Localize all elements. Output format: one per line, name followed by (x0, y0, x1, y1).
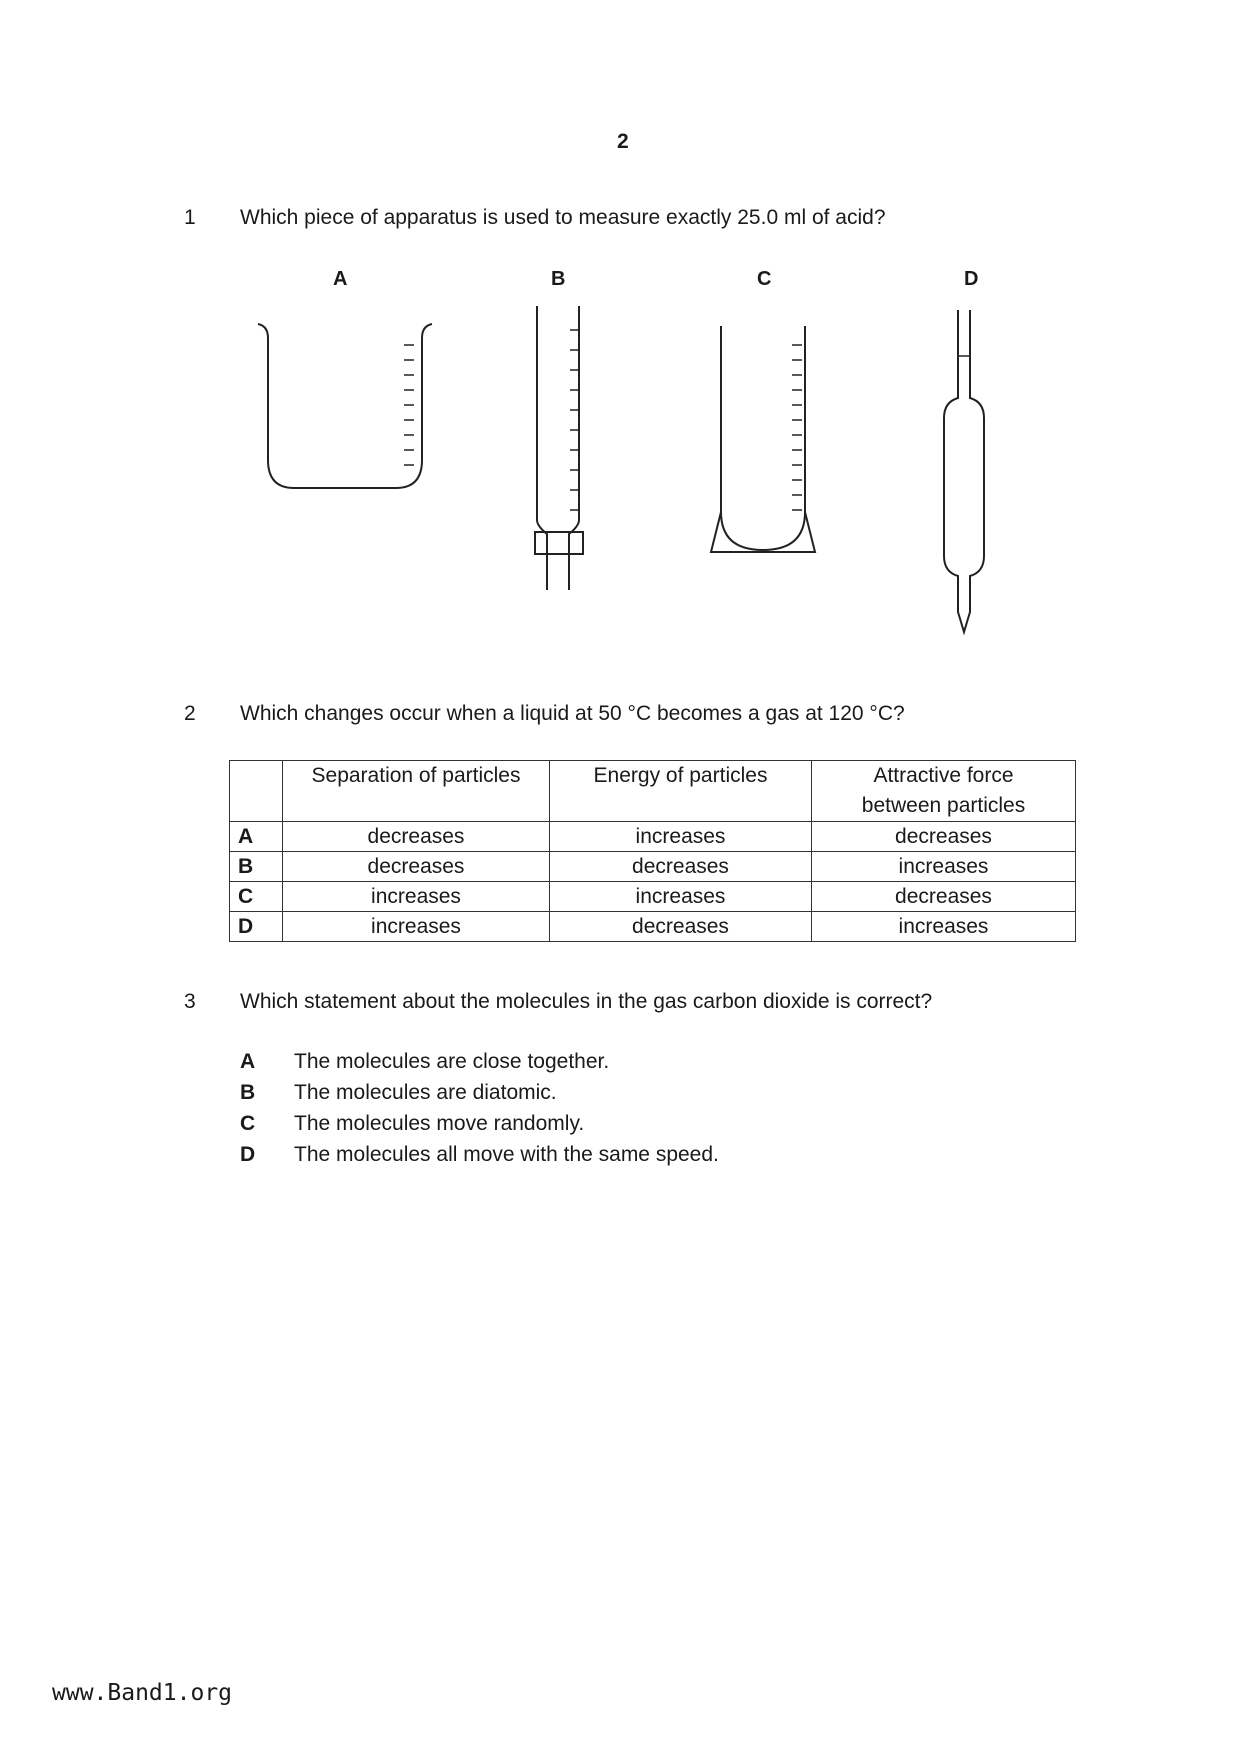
particles-table (229, 760, 1076, 942)
beaker-icon (258, 324, 432, 488)
table-cell: decreases (812, 882, 1076, 912)
table-row (230, 912, 1076, 942)
table-row (230, 822, 1076, 852)
table-header-row (230, 761, 1076, 822)
table-cell: increases (812, 912, 1076, 942)
question-2-number: 2 (184, 702, 196, 725)
option-label-d: D (240, 1143, 256, 1166)
question-1-text: Which piece of apparatus is used to measure exactly 25.0 ml of acid? (240, 206, 886, 229)
table-header: Separation of particles (283, 761, 550, 822)
table-header-blank (230, 761, 283, 822)
apparatus-label-b: B (551, 268, 566, 290)
option-label-a: A (240, 1050, 256, 1073)
option-label-b: B (240, 1081, 256, 1104)
option-text-a: The molecules are close together. (294, 1050, 610, 1073)
table-cell: increases (812, 852, 1076, 882)
apparatus-label-c: C (757, 268, 772, 290)
measuring-cylinder-icon (711, 326, 815, 552)
table-row (230, 882, 1076, 912)
row-label: D (230, 912, 283, 942)
table-cell: decreases (550, 852, 812, 882)
table-cell: decreases (812, 822, 1076, 852)
question-1-number: 1 (184, 206, 196, 229)
table-row (230, 852, 1076, 882)
row-label: A (230, 822, 283, 852)
question-3-number: 3 (184, 990, 196, 1013)
row-label: C (230, 882, 283, 912)
table-header: Energy of particles (550, 761, 812, 822)
table-cell: increases (550, 822, 812, 852)
table-cell: decreases (283, 852, 550, 882)
option-label-c: C (240, 1112, 256, 1135)
option-text-b: The molecules are diatomic. (294, 1081, 557, 1104)
table-cell: decreases (550, 912, 812, 942)
apparatus-drawings (0, 0, 1239, 700)
apparatus-label-a: A (333, 268, 348, 290)
apparatus-label-d: D (964, 268, 979, 290)
table-header: Attractive force between particles (812, 761, 1076, 822)
pipette-icon (944, 310, 984, 632)
option-text-d: The molecules all move with the same speed. (294, 1143, 719, 1166)
burette-icon (535, 306, 583, 590)
option-text-c: The molecules move randomly. (294, 1112, 585, 1135)
table-cell: increases (550, 882, 812, 912)
row-label: B (230, 852, 283, 882)
question-3-text: Which statement about the molecules in the gas carbon dioxide is correct? (240, 990, 933, 1013)
table-cell: decreases (283, 822, 550, 852)
page-number: 2 (617, 130, 629, 153)
table-cell: increases (283, 912, 550, 942)
footer-url: www.Band1.org (52, 1680, 233, 1706)
question-2-text: Which changes occur when a liquid at 50 °C becomes a gas at 120 °C? (240, 702, 905, 725)
table-cell: increases (283, 882, 550, 912)
